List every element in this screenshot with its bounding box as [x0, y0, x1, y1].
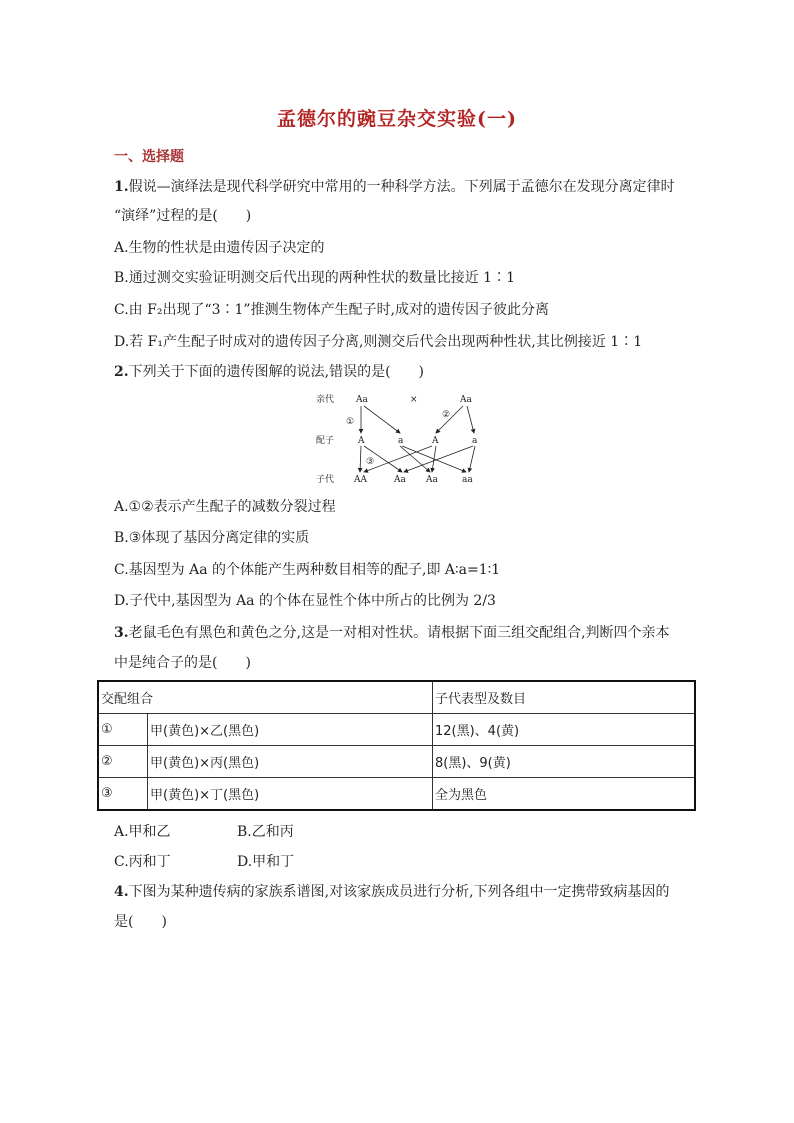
- offspring-AA: AA: [354, 475, 367, 485]
- row-label-offspring: 子代: [316, 475, 335, 485]
- q1-option-d: D.若 F₁产生配子时成对的遗传因子分离,则测交后代会出现两种性状,其比例接近 1∶1: [114, 334, 643, 350]
- q3-option-d: D.甲和丁: [237, 854, 295, 870]
- row-number: ①: [98, 714, 148, 746]
- q2-option-a: A.①②表示产生配子的减数分裂过程: [114, 499, 336, 515]
- q1-stem-line2: “演绎”过程的是( ): [114, 208, 252, 224]
- q1-stem: [114, 177, 675, 197]
- table-row: [98, 714, 695, 746]
- mark-3: ③: [366, 457, 375, 467]
- header-result: 子代表型及数目: [433, 681, 696, 714]
- cross-sign: ×: [410, 395, 418, 405]
- row-label-gametes: 配子: [316, 436, 335, 446]
- q4-stem-line1: 下图为某种遗传病的家族系谱图,对该家族成员进行分析,下列各组中一定携带致病基因的: [128, 884, 670, 900]
- fertilization-arrows: [360, 446, 475, 472]
- q4-stem: [114, 882, 670, 902]
- table-row: [98, 778, 695, 811]
- gamete-A-1: A: [358, 436, 365, 446]
- q2-stem: [114, 362, 424, 382]
- q1-option-b: B.通过测交实验证明测交后代出现的两种性状的数量比接近 1∶1: [114, 270, 516, 286]
- q1-number: 1.: [114, 179, 129, 195]
- offspring-aa: aa: [462, 475, 473, 485]
- q4-stem-line2: 是( ): [114, 914, 167, 930]
- q3-option-c: C.丙和丁: [114, 854, 171, 870]
- q4-number: 4.: [114, 884, 129, 900]
- row-cross: 甲(黄色)×乙(黑色): [148, 714, 433, 746]
- q3-stem: [114, 623, 670, 643]
- row-cross: 甲(黄色)×丁(黑色): [148, 778, 433, 811]
- genetic-diagram: [316, 388, 486, 488]
- offspring-Aa-2: Aa: [426, 475, 438, 485]
- offspring-Aa-1: Aa: [394, 475, 406, 485]
- q1-option-c: C.由 F₂出现了“3∶1”推测生物体产生配子时,成对的遗传因子彼此分离: [114, 302, 550, 318]
- table-header-row: [98, 681, 695, 714]
- mark-2: ②: [442, 410, 451, 420]
- q3-stem-line2: 中是纯合子的是( ): [114, 655, 251, 671]
- section-heading: 一、选择题: [114, 149, 184, 165]
- row-result: 12(黑)、4(黄): [433, 714, 696, 746]
- q3-option-a: A.甲和乙: [114, 824, 171, 840]
- q2-number: 2.: [114, 364, 129, 380]
- page-title: 孟德尔的豌豆杂交实验(一): [277, 108, 517, 130]
- q2-option-d: D.子代中,基因型为 Aa 的个体在显性个体中所占的比例为 2/3: [114, 593, 496, 609]
- q2-option-b: B.③体现了基因分离定律的实质: [114, 530, 310, 546]
- table-row: [98, 746, 695, 778]
- q3-number: 3.: [114, 625, 129, 641]
- row-number: ②: [98, 746, 148, 778]
- q2-stem-text: 下列关于下面的遗传图解的说法,错误的是( ): [128, 364, 424, 380]
- meiosis-arrows: [361, 406, 474, 433]
- parent-2: Aa: [460, 395, 472, 405]
- row-number: ③: [98, 778, 148, 811]
- gamete-a-2: a: [472, 436, 478, 446]
- cross-table: [97, 680, 696, 811]
- header-cross: 交配组合: [98, 681, 433, 714]
- parent-1: Aa: [356, 395, 368, 405]
- row-result: 全为黑色: [433, 778, 696, 811]
- q3-stem-line1: 老鼠毛色有黑色和黄色之分,这是一对相对性状。请根据下面三组交配组合,判断四个亲本: [128, 625, 670, 641]
- q2-option-c: C.基因型为 Aa 的个体能产生两种数目相等的配子,即 A∶a=1∶1: [114, 562, 501, 578]
- q1-option-a: A.生物的性状是由遗传因子决定的: [114, 240, 325, 256]
- q1-stem-line1: 假说—演绎法是现代科学研究中常用的一种科学方法。下列属于孟德尔在发现分离定律时: [128, 179, 675, 195]
- q3-option-b: B.乙和丙: [237, 824, 294, 840]
- gamete-A-2: A: [432, 436, 439, 446]
- row-cross: 甲(黄色)×丙(黑色): [148, 746, 433, 778]
- gamete-a-1: a: [398, 436, 404, 446]
- row-result: 8(黑)、9(黄): [433, 746, 696, 778]
- mark-1: ①: [346, 417, 355, 427]
- row-label-parents: 亲代: [316, 395, 335, 405]
